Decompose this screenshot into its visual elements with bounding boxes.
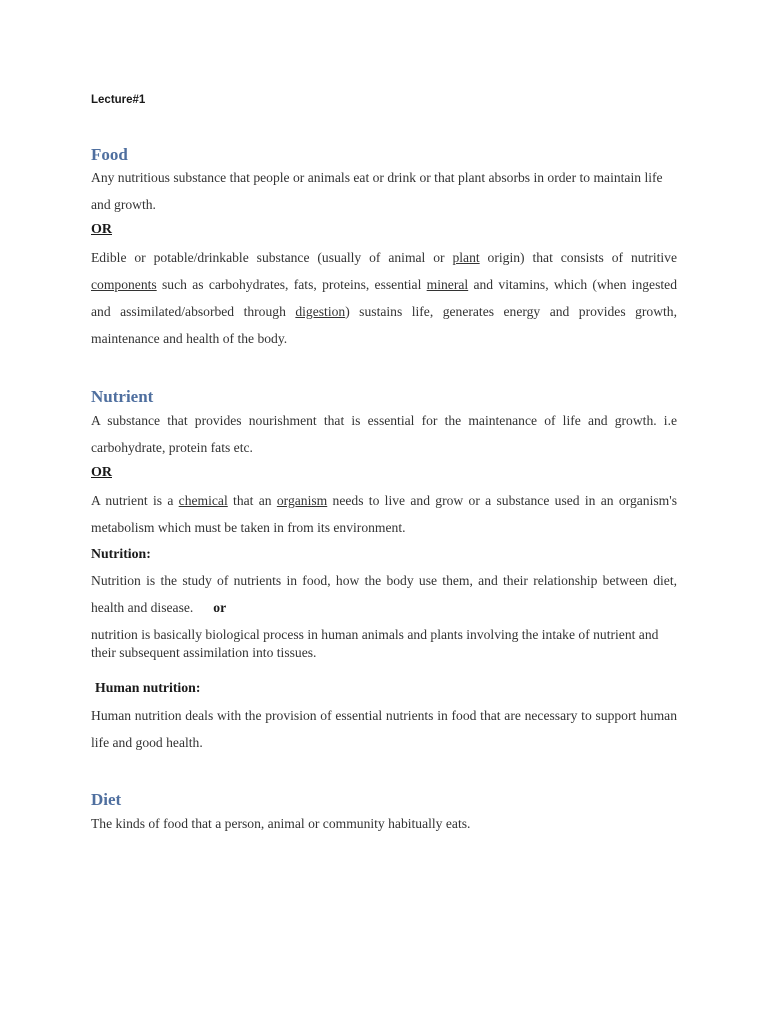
nutrient-heading: Nutrient bbox=[91, 387, 154, 406]
organism-link[interactable]: organism bbox=[276, 493, 328, 508]
nutrient-def2-text-2: that an bbox=[227, 493, 277, 508]
nutrient-def2-text-1: A nutrient is a bbox=[91, 493, 179, 508]
digestion-link[interactable]: digestion bbox=[295, 304, 346, 319]
food-def2-text-1: Edible or potable/drinkable substance (usually of animal or bbox=[91, 250, 453, 265]
human-nutrition-heading: Human nutrition: bbox=[95, 680, 201, 695]
nutrition-definition-1 bbox=[91, 567, 677, 621]
diet-heading: Diet bbox=[91, 790, 122, 809]
human-nutrition-definition: Human nutrition deals with the provision of essential nutrients in food that are necessary to support human life and good health. bbox=[91, 708, 677, 750]
nutrient-def2-text-3: needs to live and grow or a substance used in an organism's metabolism which must be taken in from its environment. bbox=[91, 493, 677, 535]
nutrient-definition-1: A substance that provides nourishment that is essential for the maintenance of life and growth. i.e carbohydrate, protein fats etc. bbox=[91, 413, 677, 455]
plant-link[interactable]: plant bbox=[452, 250, 480, 265]
nutrition-heading: Nutrition: bbox=[91, 546, 151, 561]
nutrition-def1-text: Nutrition is the study of nutrients in food, how the body use them, and their relationship between diet, health and disease. bbox=[91, 573, 677, 615]
food-def2-text-5: ) sustains life, generates energy and provides growth, maintenance and health of the body. bbox=[91, 304, 677, 346]
components-link[interactable]: components bbox=[91, 277, 157, 292]
nutrition-definition-2: nutrition is basically biological process in human animals and plants involving the intake of nutrient and their subsequent assimilation into tissues. bbox=[91, 627, 659, 660]
nutrient-definition-2 bbox=[91, 487, 677, 541]
food-definition-1: Any nutritious substance that people or animals eat or drink or that plant absorbs in order to maintain life and growth. bbox=[91, 170, 663, 212]
chemical-link[interactable]: chemical bbox=[178, 493, 228, 508]
nutrient-or-label: OR bbox=[91, 465, 112, 480]
food-def2-text-3: such as carbohydrates, fats, proteins, essential bbox=[156, 277, 427, 292]
food-or-label: OR bbox=[91, 222, 112, 237]
mineral-link[interactable]: mineral bbox=[426, 277, 469, 292]
food-heading: Food bbox=[91, 145, 128, 164]
food-definition-2 bbox=[91, 244, 677, 352]
lecture-label: Lecture#1 bbox=[91, 94, 146, 106]
nutrition-or-inline: or bbox=[213, 600, 227, 615]
food-def2-text-4: and vitamins, which (when ingested and assimilated/absorbed through bbox=[91, 277, 677, 319]
food-def2-text-2: origin) that consists of nutritive bbox=[479, 250, 677, 265]
diet-definition: The kinds of food that a person, animal or community habitually eats. bbox=[91, 816, 471, 831]
